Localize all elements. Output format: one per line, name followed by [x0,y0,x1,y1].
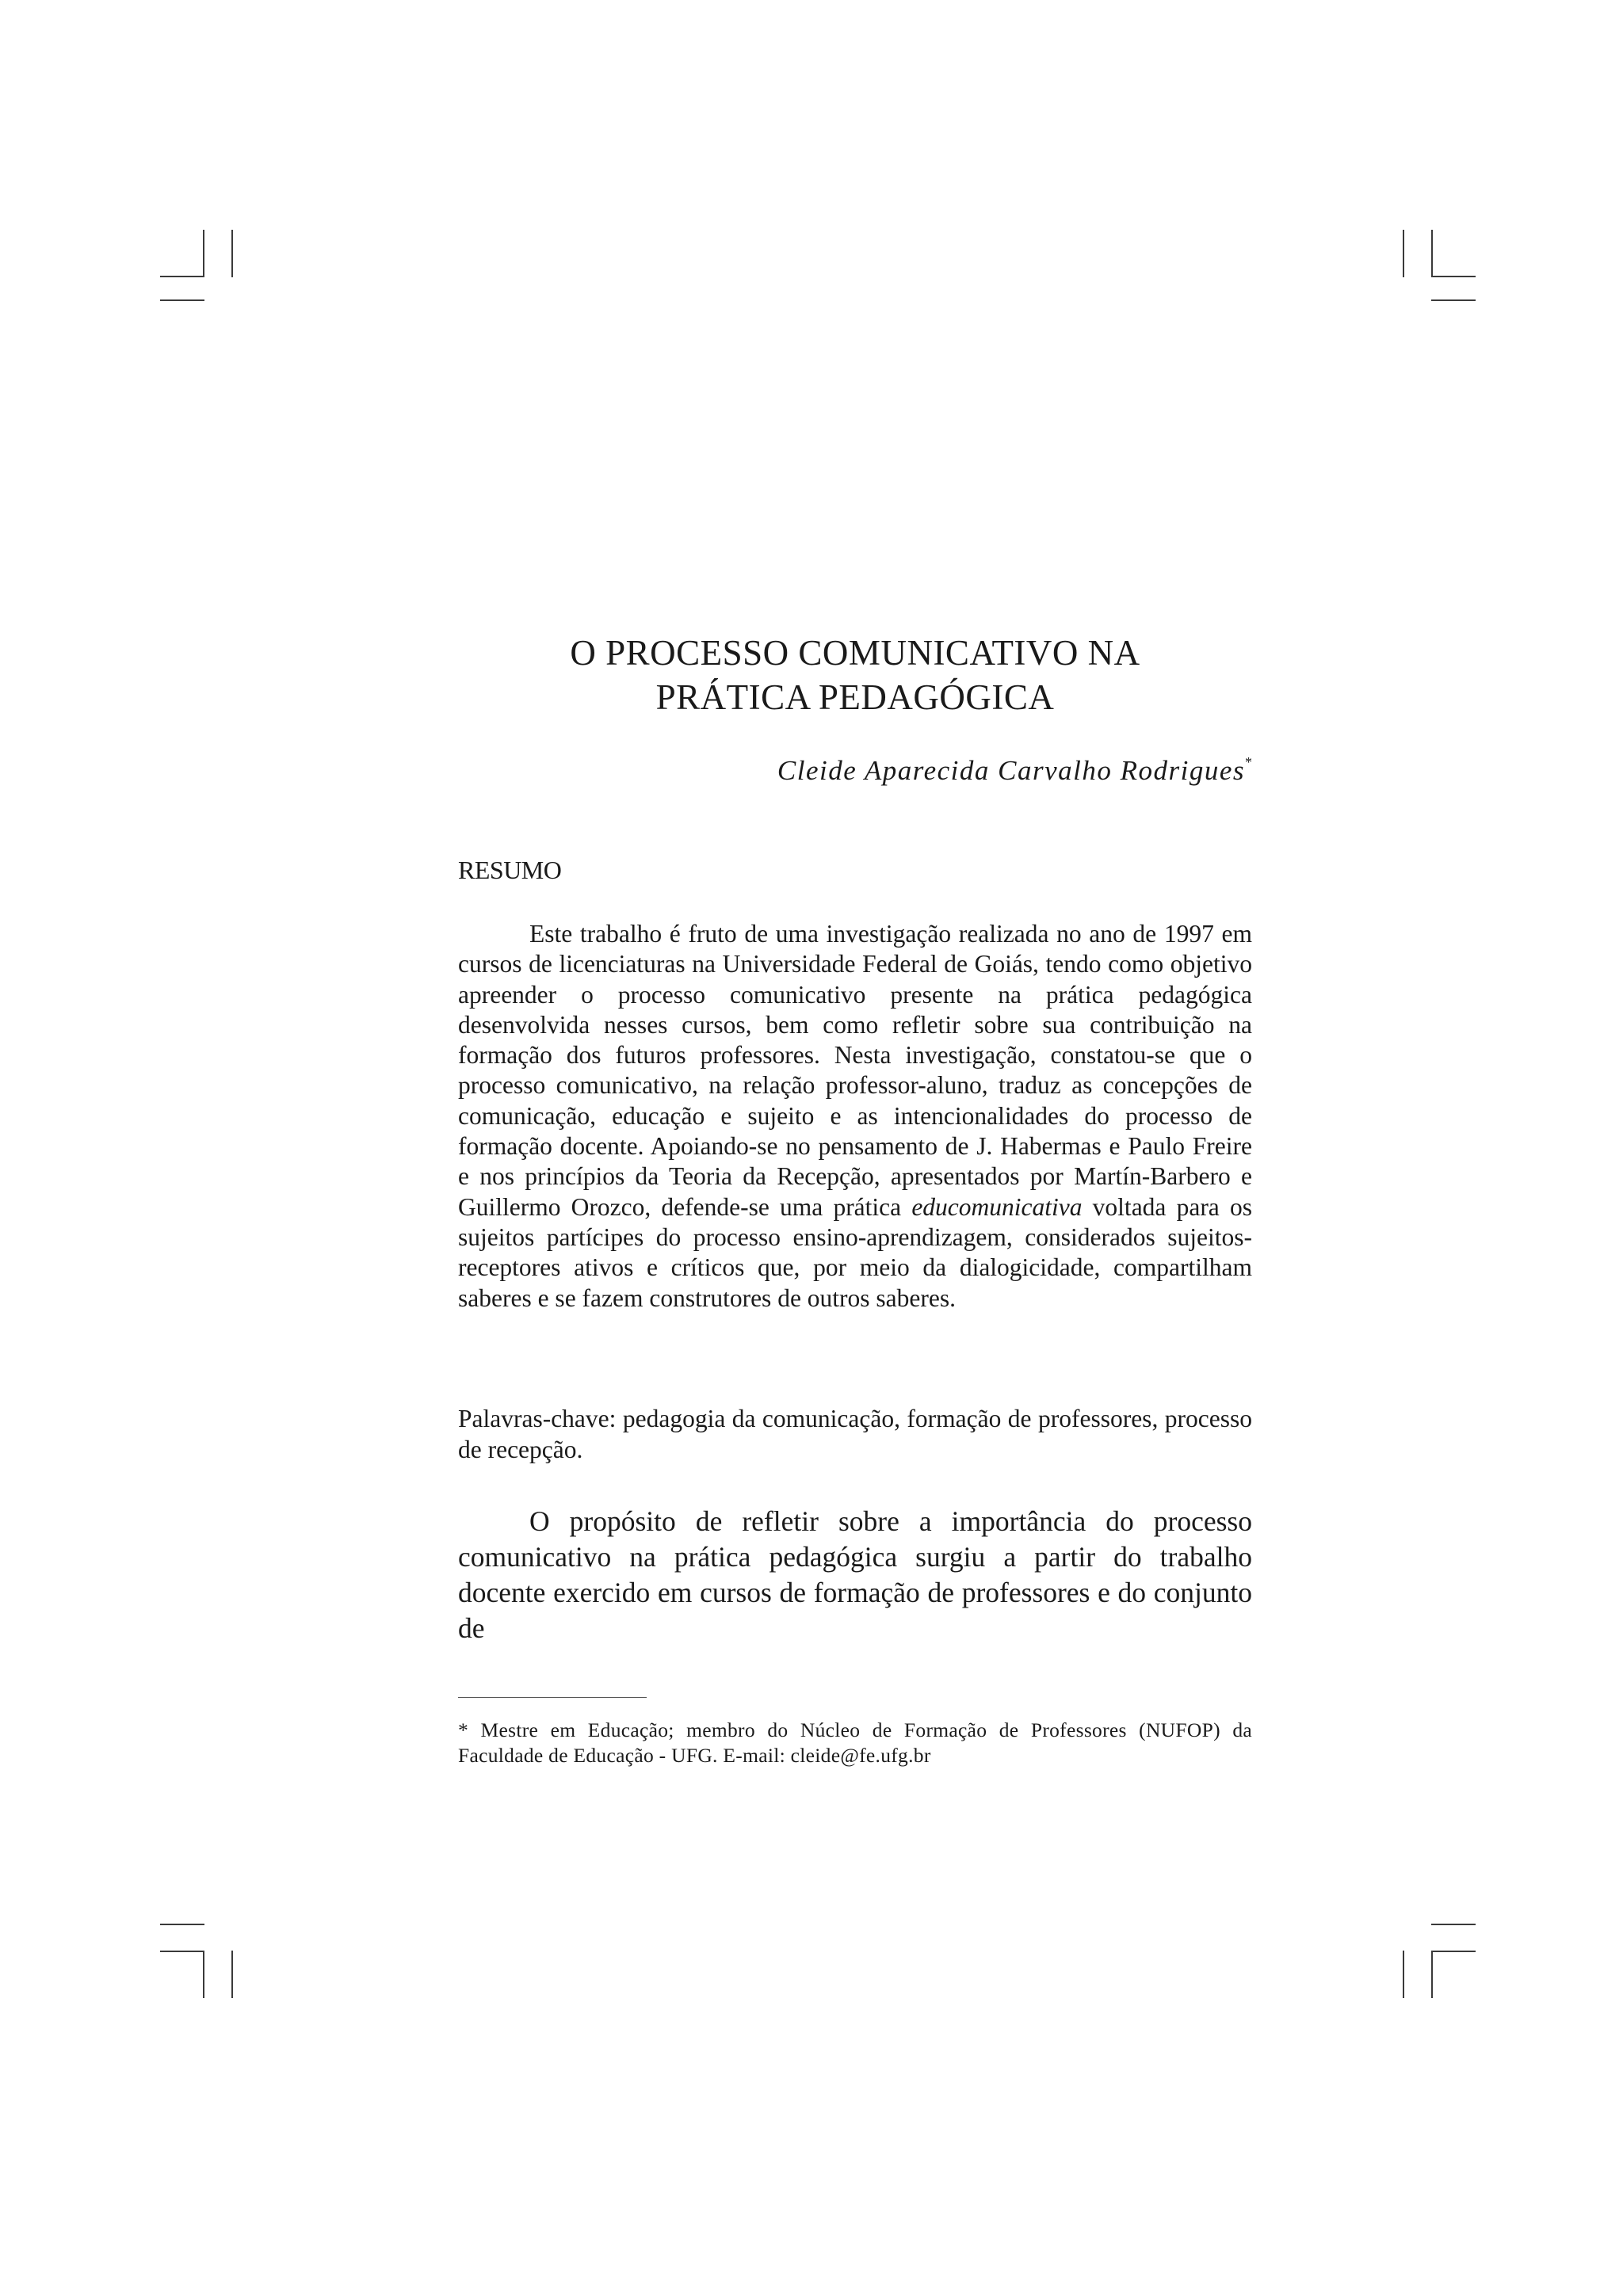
title-line-2: PRÁTICA PEDAGÓGICA [655,677,1055,717]
abstract-text-part2: voltada para os sujeitos partícipes do processo ensino-aprendizagem, considerados sujeitos-receptores ativos e críticos que, por meio da dialogicidade, compartilham saberes e se fazem construtores de outros saberes. [458,1192,1252,1312]
crop-mark [160,299,204,301]
keywords: Palavras-chave: pedagogia da comunicação, formação de professores, processo de recepção. [458,1405,1252,1463]
crop-mark [1431,230,1433,277]
crop-mark [160,1924,204,1925]
crop-mark [1403,230,1404,277]
crop-mark [203,1951,204,1998]
crop-mark [1431,1951,1476,1952]
body-paragraph: O propósito de refletir sobre a importância do processo comunicativo na prática pedagógica surgiu a partir do trabalho docente exercido em cursos de formação de professores e do conjunto de [458,1505,1252,1644]
crop-mark [1431,1951,1433,1998]
crop-mark [160,1951,204,1952]
crop-mark [231,230,233,277]
crop-mark [160,276,204,277]
abstract-heading: RESUMO [458,856,562,884]
abstract-text-part1: Este trabalho é fruto de uma investigação realizada no ano de 1997 em cursos de licenciaturas na Universidade Federal de Goiás, tendo como objetivo apreender o processo comunicativo presente na prática pedagógica desenvolvida nesses cursos, bem como refletir sobre sua contribuição na formação dos futuros professores. Nesta investigação, constatou-se que o processo comunicativo, na relação professor-aluno, traduz as concepções de comunicação, educação e sujeito e as intencionalidades do processo de formação docente. Apoiando-se no pensamento de J. Habermas e Paulo Freire e nos princípios da Teoria da Recepção, apresentados por Martín-Barbero e Guillermo Orozco, defende-se uma prática [458,920,1252,1221]
author-name [777,754,1252,787]
crop-mark [203,230,204,277]
crop-mark [1431,276,1476,277]
crop-mark [1403,1951,1404,1998]
crop-mark [1431,299,1476,301]
footnote: * Mestre em Educação; membro do Núcleo de Formação de Professores (NUFOP) da Faculdade de Educação - UFG. E-mail: cleide@fe.ufg.br [458,1718,1252,1767]
crop-mark [231,1951,233,1998]
crop-mark [1431,1924,1476,1925]
article [458,631,1252,1767]
article-title [458,631,1252,719]
abstract-paragraph [458,919,1252,1314]
author-text: Cleide Aparecida Carvalho Rodrigues [777,755,1245,786]
abstract-italic-term: educomunicativa [911,1192,1083,1221]
title-line-1: O PROCESSO COMUNICATIVO NA [570,633,1140,673]
author-footnote-mark: * [1245,754,1252,770]
footnote-divider [458,1697,647,1698]
